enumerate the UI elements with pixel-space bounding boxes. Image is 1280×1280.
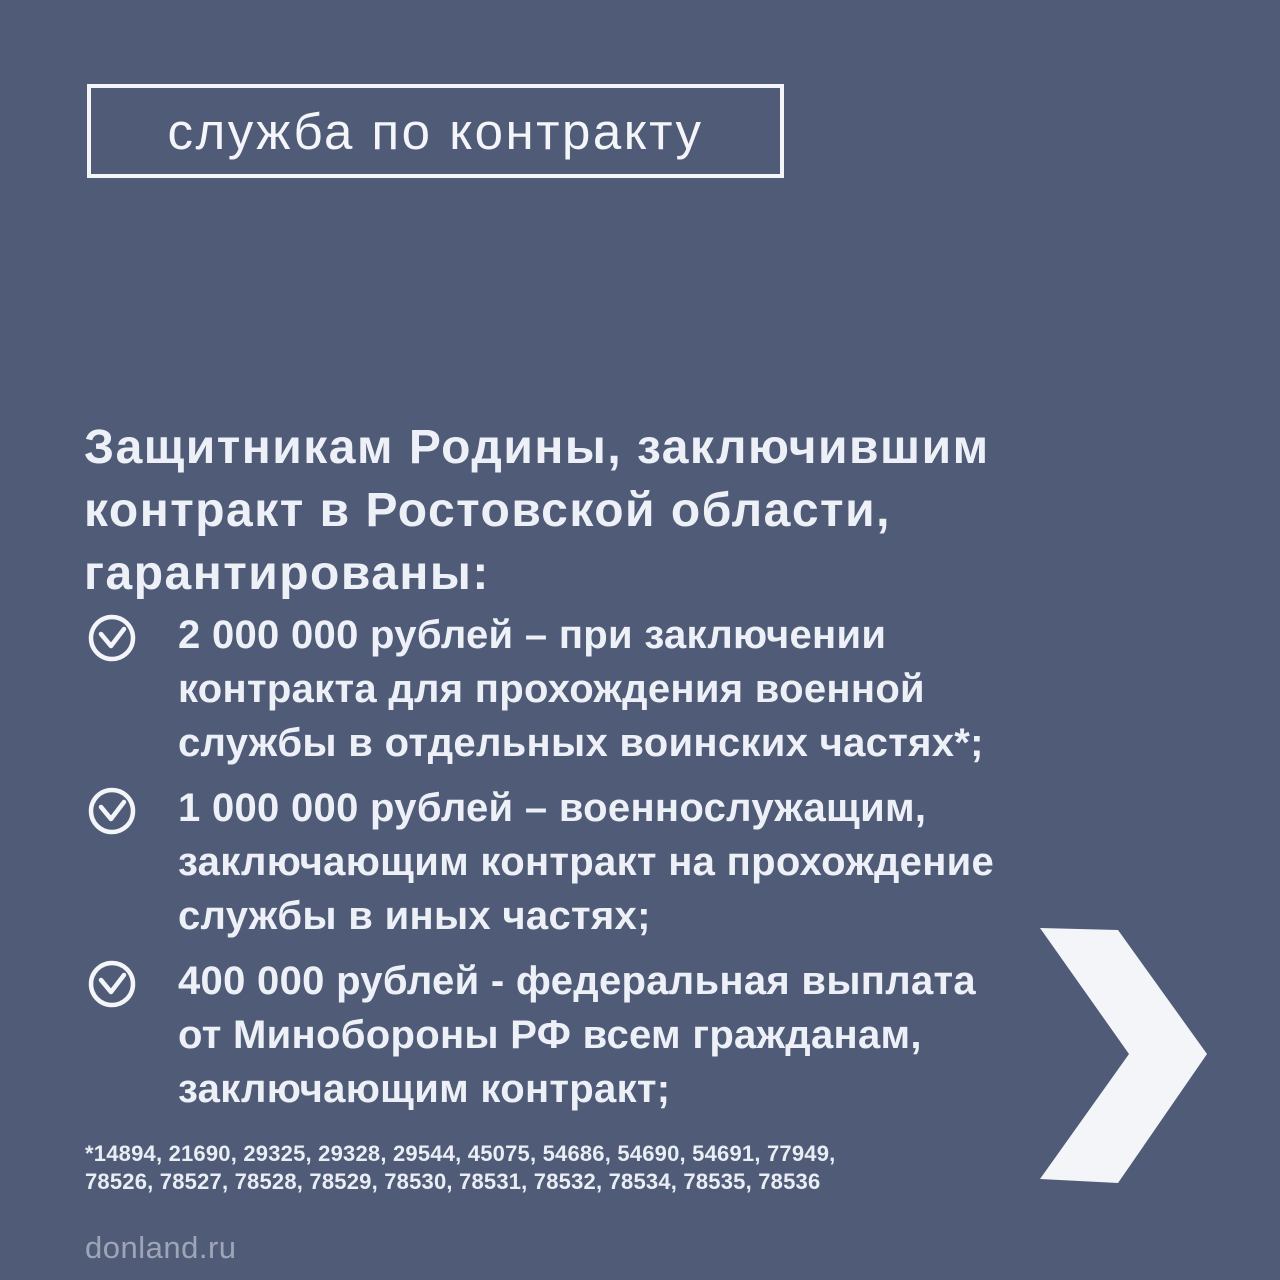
- benefit-line: 2 000 000 рублей – при заключении: [178, 613, 887, 657]
- check-circle-icon: [88, 614, 136, 662]
- benefit-line: заключающим контракт на прохождение: [178, 840, 995, 884]
- benefit-line: 1 000 000 рублей – военнослужащим,: [178, 786, 927, 830]
- benefit-text: [178, 781, 994, 943]
- benefit-line: заключающим контракт;: [178, 1067, 671, 1111]
- footnote-line: *14894, 21690, 29325, 29328, 29544, 45075, 54686, 54690, 54691, 77949,: [85, 1141, 836, 1166]
- footnote-unit-numbers: [85, 1140, 835, 1196]
- title-box: [87, 84, 784, 178]
- heading-line: контракт в Ростовской области,: [84, 484, 891, 537]
- benefit-line: контракта для прохождения военной: [178, 667, 925, 711]
- benefit-text: [178, 954, 976, 1116]
- website-label: donland.ru: [85, 1230, 237, 1265]
- footnote-line: 78526, 78527, 78528, 78529, 78530, 78531, 78532, 78534, 78535, 78536: [85, 1169, 821, 1194]
- benefit-text: [178, 608, 984, 770]
- chevron-right-icon: [1040, 926, 1208, 1184]
- heading-line: гарантированы:: [84, 547, 490, 600]
- benefit-line: от Минобороны РФ всем гражданам,: [178, 1013, 922, 1057]
- page-title: [84, 416, 990, 605]
- heading-line: Защитникам Родины, заключившим: [84, 421, 990, 474]
- benefit-item-400000: [88, 954, 976, 1116]
- benefit-line: службы в иных частях;: [178, 894, 651, 938]
- title-label: служба по контракту: [167, 102, 704, 160]
- benefit-item-1000000: [88, 781, 994, 943]
- benefit-item-2000000: [88, 608, 984, 770]
- benefit-line: 400 000 рублей - федеральная выплата: [178, 959, 976, 1003]
- benefit-line: службы в отдельных воинских частях*;: [178, 721, 984, 765]
- check-circle-icon: [88, 960, 136, 1008]
- check-circle-icon: [88, 787, 136, 835]
